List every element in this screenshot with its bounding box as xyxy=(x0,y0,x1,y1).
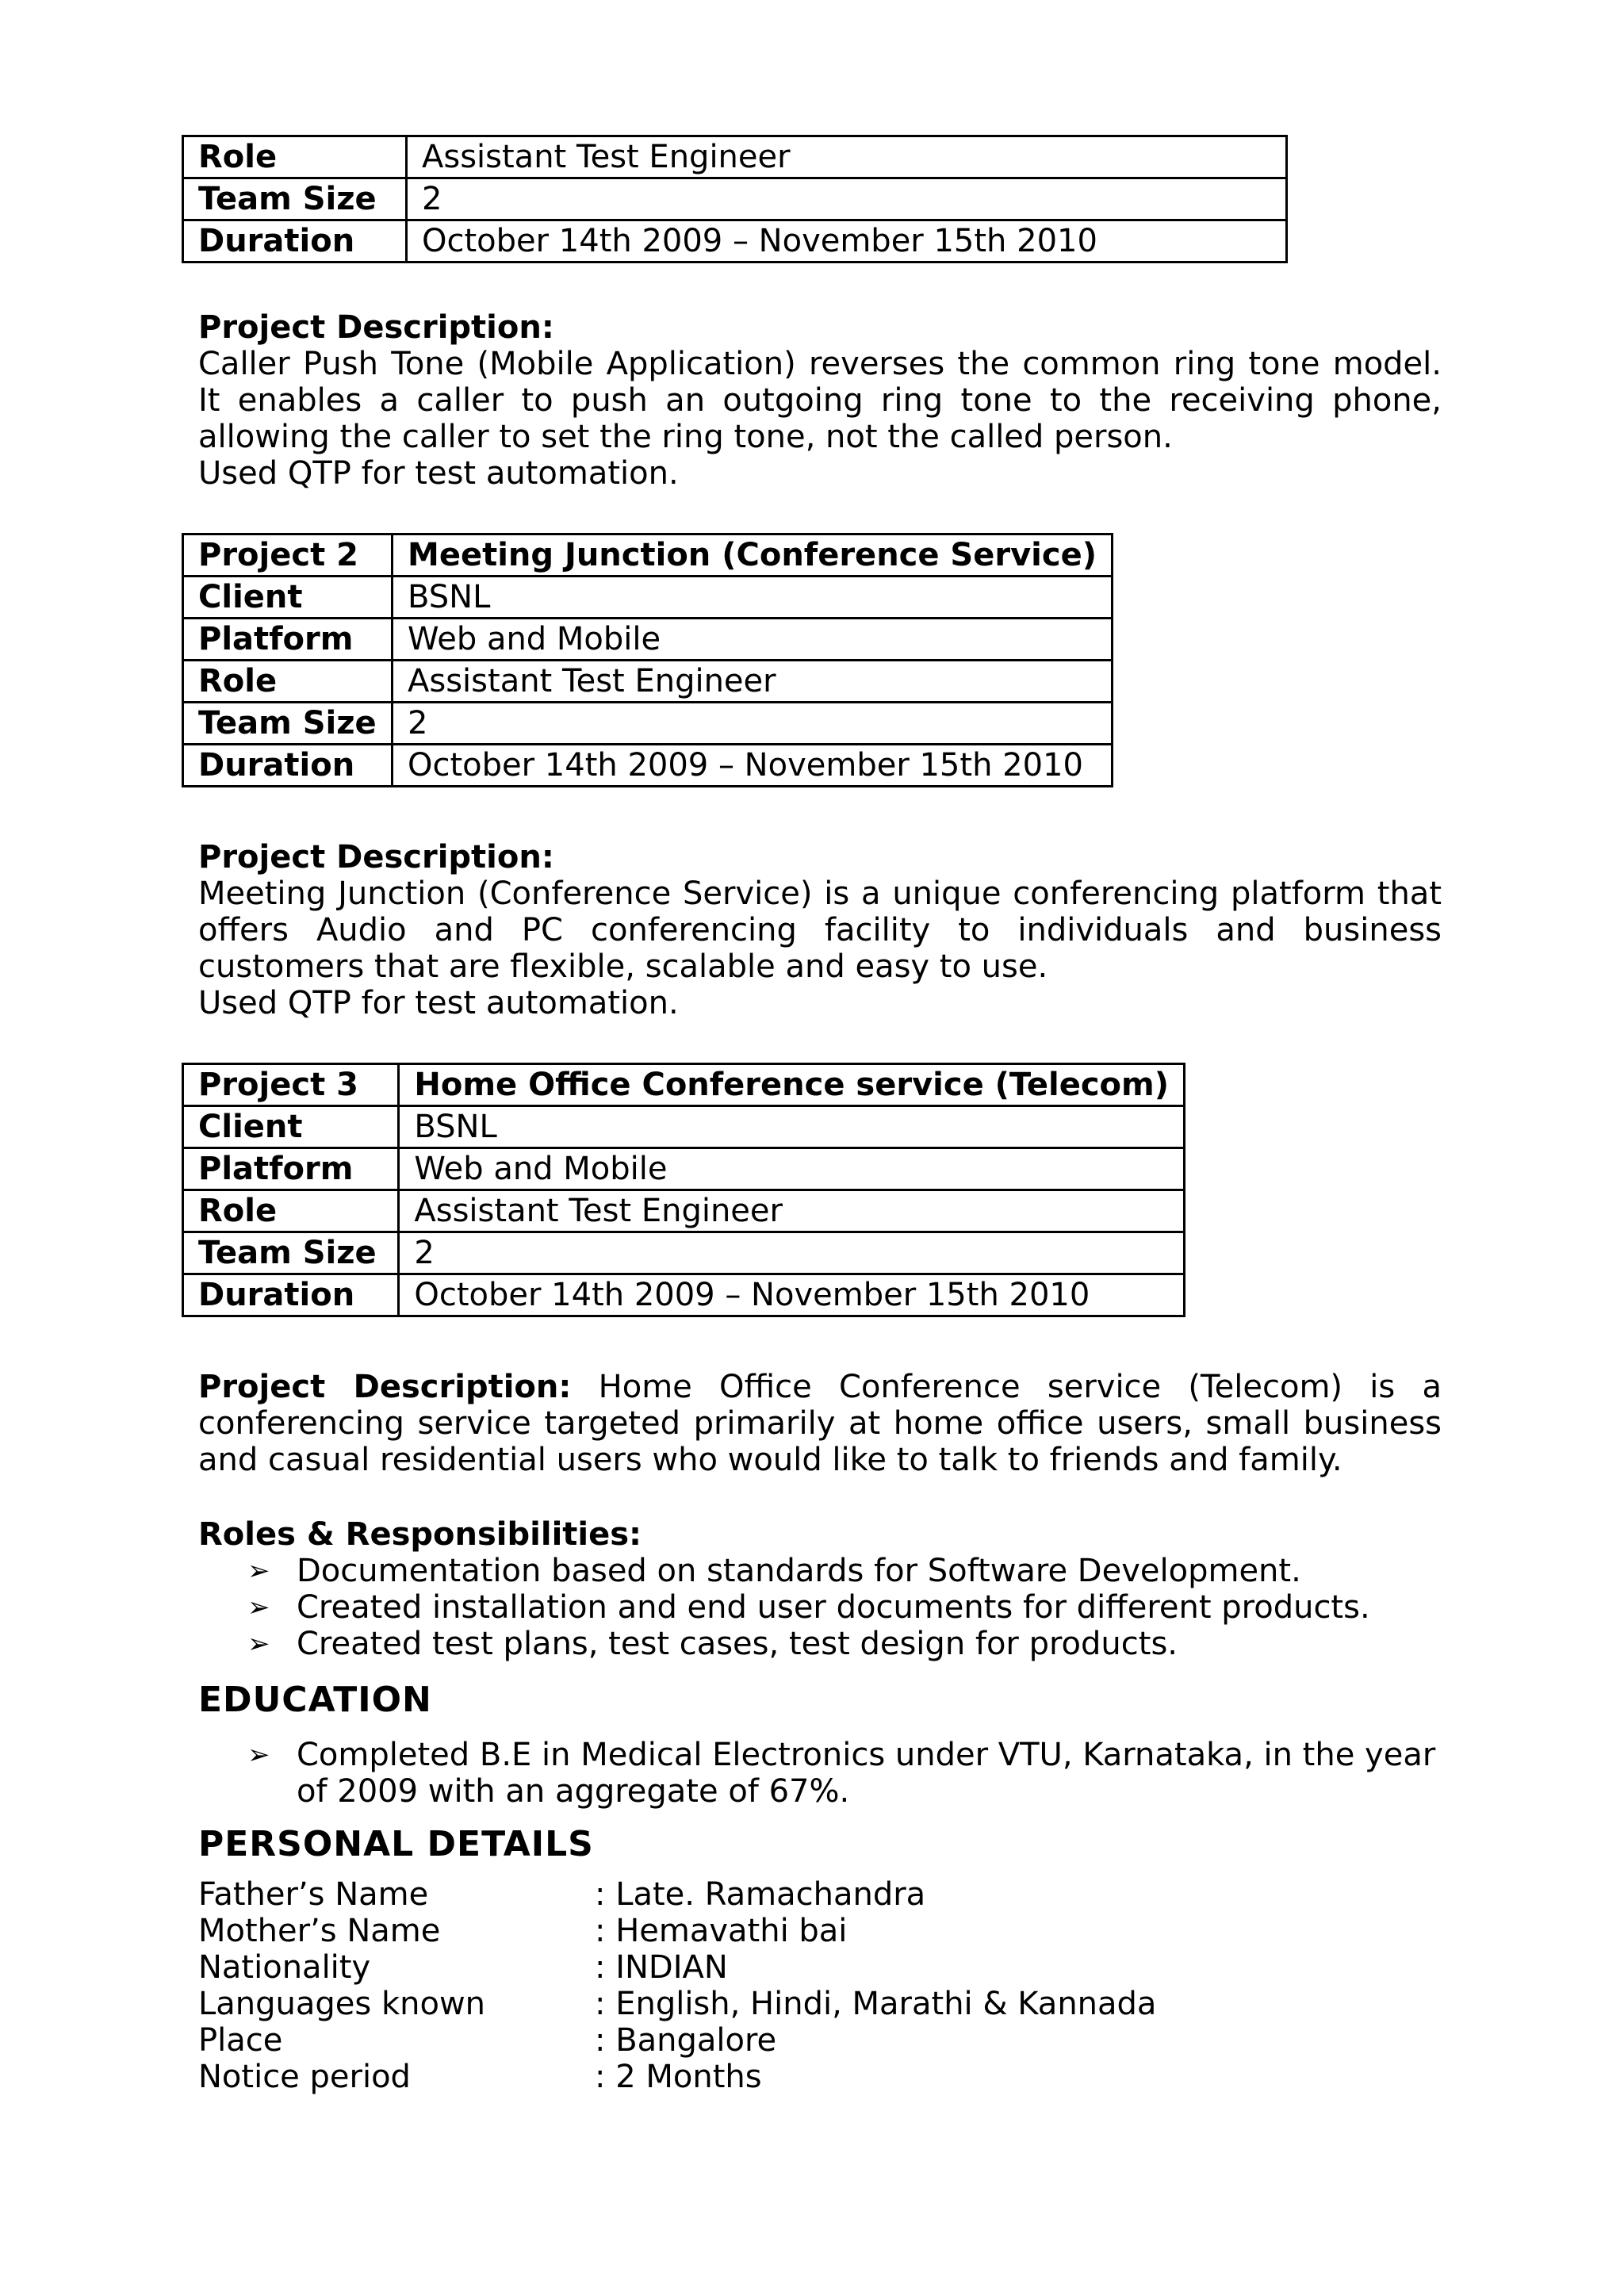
table-row xyxy=(183,703,1113,745)
personal-label: Languages known xyxy=(198,1986,486,2022)
table-label: Role xyxy=(183,661,393,703)
project3-info-table xyxy=(182,1063,1185,1317)
list-item-text: Created installation and end user documents for different products. xyxy=(297,1589,1370,1626)
personal-label: Mother’s Name xyxy=(198,1913,441,1949)
project-description-heading: Project Description: xyxy=(198,309,554,346)
table-row xyxy=(183,1106,1185,1148)
personal-value: : English, Hindi, Marathi & Kannada xyxy=(595,1986,1157,2022)
table-value: Web and Mobile xyxy=(393,619,1113,661)
personal-value: : Bangalore xyxy=(595,2022,777,2059)
table-label: Role xyxy=(183,136,407,178)
project-description-text: Meeting Junction (Conference Service) is a unique conferencing platform that offers Audio and PC conferencing facility to individuals and business customers that are flexible, scalable and easy to use. xyxy=(198,875,1442,985)
table-value: Assistant Test Engineer xyxy=(407,136,1287,178)
personal-details xyxy=(198,1876,1156,2095)
education-heading: EDUCATION xyxy=(198,1680,432,1720)
table-value: Assistant Test Engineer xyxy=(399,1190,1185,1232)
arrow-bullet-icon: ➢ xyxy=(247,1555,270,1587)
project-description-text: Caller Push Tone (Mobile Application) reverses the common ring tone model. It enables a caller to push an outgoing ring tone to the receiving phone, allowing the caller to set the ring tone, not the called person. xyxy=(198,346,1442,455)
table-value: 2 xyxy=(393,703,1113,745)
personal-value: : 2 Months xyxy=(595,2059,762,2095)
project-description-heading: Project Description: xyxy=(198,839,554,875)
list-item-text: Created test plans, test cases, test design for products. xyxy=(297,1626,1178,1662)
project-title: Meeting Junction (Conference Service) xyxy=(393,534,1113,577)
table-row xyxy=(183,661,1113,703)
table-label: Team Size xyxy=(183,703,393,745)
personal-row xyxy=(198,1913,1156,1949)
project-tool-note: Used QTP for test automation. xyxy=(198,455,679,492)
table-row xyxy=(183,1190,1185,1232)
personal-label: Nationality xyxy=(198,1949,371,1986)
project2-description xyxy=(198,839,1442,1021)
list-item xyxy=(198,1589,1442,1626)
list-item xyxy=(198,1553,1442,1589)
table-value: 2 xyxy=(399,1232,1185,1274)
table-value: October 14th 2009 – November 15th 2010 xyxy=(407,220,1287,262)
table-row xyxy=(183,1064,1185,1106)
table-label: Duration xyxy=(183,220,407,262)
table-row xyxy=(183,1232,1185,1274)
personal-label: Notice period xyxy=(198,2059,411,2095)
personal-value: : Hemavathi bai xyxy=(595,1913,848,1949)
table-label: Platform xyxy=(183,1148,399,1190)
personal-row xyxy=(198,1876,1156,1913)
table-row xyxy=(183,1274,1185,1316)
project-description-text: Home Office Conference service (Telecom) is a conferencing service targeted primarily at home office users, small business and casual residential users who would like to talk to friends and family. xyxy=(198,1369,1442,1478)
table-value: BSNL xyxy=(393,577,1113,619)
list-item-text: Documentation based on standards for Software Development. xyxy=(297,1553,1301,1589)
table-label: Duration xyxy=(183,1274,399,1316)
personal-value: : INDIAN xyxy=(595,1949,728,1986)
personal-label: Place xyxy=(198,2022,283,2059)
roles-list xyxy=(198,1553,1442,1662)
project-tool-note: Used QTP for test automation. xyxy=(198,985,679,1021)
table-row xyxy=(183,1148,1185,1190)
table-value: October 14th 2009 – November 15th 2010 xyxy=(399,1274,1185,1316)
project1-description xyxy=(198,309,1442,492)
table-label: Platform xyxy=(183,619,393,661)
table-value: Assistant Test Engineer xyxy=(393,661,1113,703)
personal-details-heading: PERSONAL DETAILS xyxy=(198,1824,594,1864)
table-row xyxy=(183,577,1113,619)
list-item xyxy=(198,1626,1442,1662)
project1-info-table xyxy=(182,135,1288,263)
roles-heading: Roles & Responsibilities: xyxy=(198,1516,642,1553)
arrow-bullet-icon: ➢ xyxy=(247,1592,270,1623)
arrow-bullet-icon: ➢ xyxy=(247,1739,270,1771)
project2-info-table xyxy=(182,533,1113,787)
project3-description xyxy=(198,1369,1442,1478)
personal-label: Father’s Name xyxy=(198,1876,429,1913)
table-label: Client xyxy=(183,577,393,619)
project-description-heading: Project Description: xyxy=(198,1369,572,1405)
table-row xyxy=(183,136,1287,178)
table-label: Project 2 xyxy=(183,534,393,577)
table-label: Duration xyxy=(183,745,393,787)
personal-row xyxy=(198,2022,1156,2059)
table-row xyxy=(183,619,1113,661)
table-label: Team Size xyxy=(183,178,407,220)
table-row xyxy=(183,220,1287,262)
list-item-text: Completed B.E in Medical Electronics under VTU, Karnataka, in the year of 2009 with an aggregate of 67%. xyxy=(297,1737,1436,1810)
table-value: Web and Mobile xyxy=(399,1148,1185,1190)
project-description-paragraph xyxy=(198,1369,1442,1478)
personal-row xyxy=(198,1986,1156,2022)
education-list xyxy=(198,1737,1442,1810)
list-item xyxy=(198,1737,1442,1810)
personal-value: : Late. Ramachandra xyxy=(595,1876,926,1913)
table-label: Role xyxy=(183,1190,399,1232)
education-section xyxy=(198,1737,1442,1810)
table-label: Team Size xyxy=(183,1232,399,1274)
table-value: October 14th 2009 – November 15th 2010 xyxy=(393,745,1113,787)
table-label: Client xyxy=(183,1106,399,1148)
table-row xyxy=(183,745,1113,787)
project-title: Home Office Conference service (Telecom) xyxy=(399,1064,1185,1106)
table-label: Project 3 xyxy=(183,1064,399,1106)
table-value: 2 xyxy=(407,178,1287,220)
roles-section xyxy=(198,1516,1442,1662)
personal-row xyxy=(198,2059,1156,2095)
table-row xyxy=(183,178,1287,220)
personal-row xyxy=(198,1949,1156,1986)
table-row xyxy=(183,534,1113,577)
arrow-bullet-icon: ➢ xyxy=(247,1628,270,1660)
table-value: BSNL xyxy=(399,1106,1185,1148)
